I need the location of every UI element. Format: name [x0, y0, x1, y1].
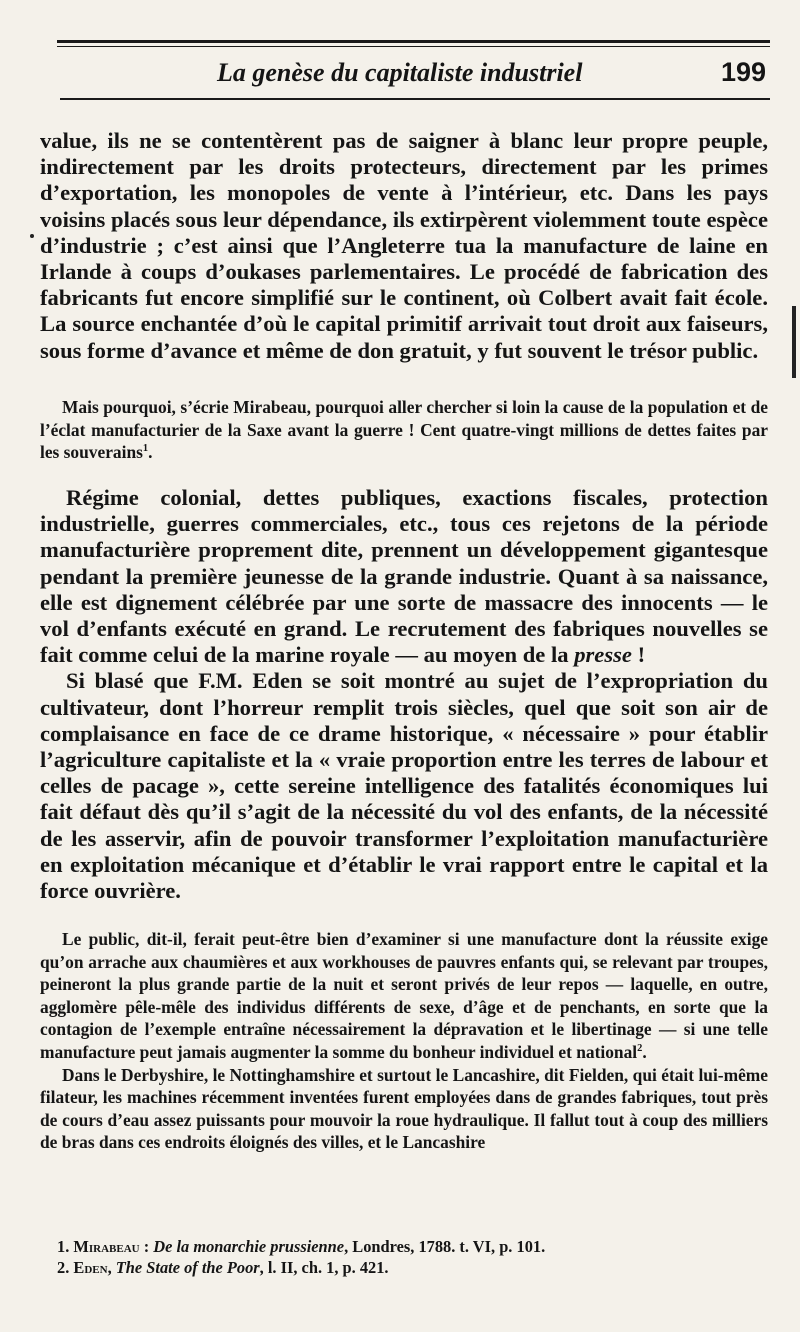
quote-2: [40, 928, 768, 1064]
paragraph-2: [40, 485, 768, 668]
footnote-1-title: De la monarchie prussienne: [153, 1237, 345, 1256]
footnote-1-number: 1.: [57, 1237, 70, 1256]
page-number: 199: [720, 57, 766, 87]
header-rule-thick: [57, 40, 770, 43]
quote-1: [40, 396, 768, 464]
paragraph-2-end: !: [631, 642, 646, 668]
quote-3: Dans le Derbyshire, le Nottinghamshire et surtout le Lancashire, dit Fielden, qui était lui-même filateur, les machines récemment inventées furent employées dans de grandes fabriques, tout près de cours d’eau assez puissants pour mouvoir la roue hydraulique. Il fallut tout à coup des milliers de bras dans ces endroits éloignés des villes, et le Lancashire: [40, 1064, 768, 1153]
footnote-2: [57, 1257, 757, 1278]
footnote-ref-1: 1: [142, 443, 149, 455]
quote-1-end: .: [148, 442, 153, 463]
running-title: La genèse du capitaliste industriel: [217, 58, 583, 87]
running-header: [57, 52, 770, 94]
paragraph-continued: [40, 128, 768, 364]
footnote-2-number: 2.: [57, 1258, 70, 1277]
paragraph-3: Si blasé que F.M. Eden se soit montré au sujet de l’expropriation du cultivateur, dont l’horreur remplit trois siècles, quel que soit son air de complaisance en face de ce drame historique, « nécessaire » pour établir l’agriculture capitaliste et la « vraie proportion entre les terres de labour et celles de pacage », cette sereine intelligence des fatalités économiques lui fait défaut dès qu’il s’agit de la nécessité du vol des enfants, de la nécessité de les asservir, afin de pouvoir transformer l’exploitation manufacturière en exploitation mécanique et d’établir le vrai rapport entre le capital et la force ouvrière.: [40, 668, 768, 904]
margin-edge-mark: [792, 306, 796, 378]
quote-2-end: .: [642, 1041, 647, 1062]
footnote-2-title: The State of the Poor: [115, 1258, 260, 1277]
footnote-2-author: Eden: [73, 1258, 108, 1277]
paragraph-2-text: Régime colonial, dettes publiques, exactions fiscales, protection industrielle, guerres commerciales, etc., tous ces rejetons de la période manufacturière proprement dite, prennent un développement gigantesque pendant la première jeunesse de la grande industrie. Quant à sa naissance, elle est dignement célébrée par une sorte de massacre des innocents — le vol d’enfants exécuté en grand. Le recrutement des fabriques nouvelles se fait comme celui de la marine royale — au moyen de la: [40, 485, 768, 668]
quote-1-text: Mais pourquoi, s’écrie Mirabeau, pourquoi aller chercher si loin la cause de la population et de l’éclat manufacturier de la Saxe avant la guerre ! Cent quatre-vingt millions de dettes faites par les souverains: [40, 397, 768, 463]
footnotes: [57, 1236, 757, 1278]
margin-dot: [30, 234, 34, 238]
paragraph-1: value, ils ne se contentèrent pas de saigner à blanc leur propre peuple, indirectement par les droits protecteurs, directement par les primes d’exportation, les monopoles de vente à l’intérieur, etc. Dans les pays voisins placés sous leur dépendance, ils extirpèrent violemment toute espèce d’industrie ; c’est ainsi que l’Angleterre tua la manufacture de laine en Irlande à coups d’oukases parlementaires. Le procédé de fabrication des fabricants fut encore simplifié sur le continent, où Colbert avait fait école. La source enchantée d’où le capital primitif arrivait tout droit aux faiseurs, sous forme d’avance et même de don gratuit, y fut souvent le trésor public.: [40, 128, 768, 363]
quotations-eden-fielden: [40, 928, 768, 1154]
footnote-1-sep: :: [139, 1237, 154, 1256]
quote-2-text: Le public, dit-il, ferait peut-être bien d’examiner si une manufacture dont la réussite exige qu’on arrache aux chaumières et aux workhouses de pauvres enfants qui, se relevant par troupes, peineront la plus grande partie de la nuit et seront privés de leur repos — laquelle, en outre, agglomère pêle-mêle des individus différents de sexe, d’âge et de penchants, en sorte que la contagion de l’exemple entraîne nécessairement la dépravation et le libertinage — si une telle manufacture peut jamais augmenter la somme du bonheur individuel et national: [40, 929, 768, 1062]
footnote-2-sep: ,: [107, 1258, 116, 1277]
footnote-2-details: , l. II, ch. 1, p. 421.: [259, 1258, 389, 1277]
paragraph-2-emphasis: presse: [574, 642, 632, 668]
footnote-1-author: Mirabeau: [73, 1237, 140, 1256]
footnote-1-details: , Londres, 1788. t. VI, p. 101.: [344, 1237, 546, 1256]
header-rule-thin: [57, 46, 770, 47]
footnote-1: [57, 1236, 757, 1257]
body-text: [40, 485, 768, 904]
quotation-mirabeau: [40, 396, 768, 464]
header-rule-bottom: [60, 98, 770, 100]
footnote-ref-2: 2: [637, 1043, 643, 1055]
